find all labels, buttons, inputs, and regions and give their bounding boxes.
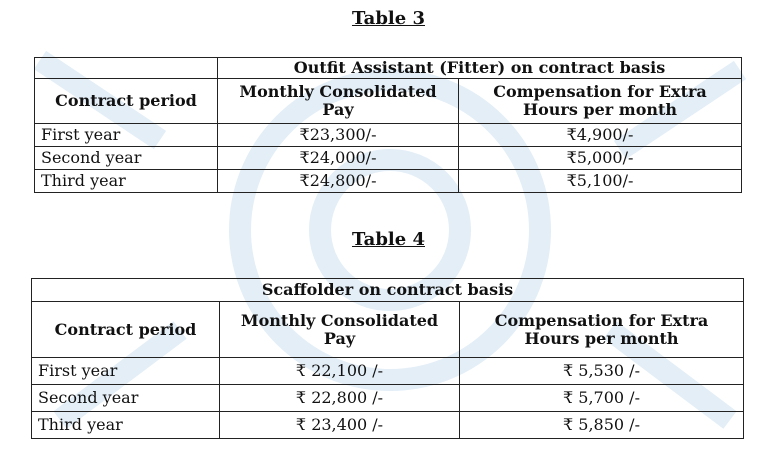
extra-hours-compensation: ₹ 5,850 /-: [460, 412, 744, 439]
monthly-pay: ₹24,000/-: [218, 147, 459, 170]
extra-hours-compensation: ₹4,900/-: [459, 124, 742, 147]
extra-hours-compensation: ₹ 5,530 /-: [460, 358, 744, 385]
contract-period: First year: [35, 124, 218, 147]
table-row: [35, 147, 742, 170]
column-header: Monthly Consolidated Pay: [220, 302, 460, 358]
monthly-pay: ₹24,800/-: [218, 170, 459, 193]
table3: [34, 57, 742, 193]
monthly-pay: ₹ 22,800 /-: [220, 385, 460, 412]
column-header: Compensation for Extra Hours per month: [459, 79, 742, 124]
contract-period: First year: [32, 358, 220, 385]
table-row: [32, 385, 744, 412]
table-row: [35, 170, 742, 193]
table4-title: Scaffolder on contract basis: [32, 279, 744, 302]
column-header: Contract period: [35, 79, 218, 124]
extra-hours-compensation: ₹ 5,700 /-: [460, 385, 744, 412]
contract-period: Third year: [35, 170, 218, 193]
monthly-pay: ₹ 23,400 /-: [220, 412, 460, 439]
table3-header-row: [35, 79, 742, 124]
table4-header-row: [32, 302, 744, 358]
column-header: Monthly Consolidated Pay: [218, 79, 459, 124]
table-row: [32, 358, 744, 385]
extra-hours-compensation: ₹5,100/-: [459, 170, 742, 193]
monthly-pay: ₹23,300/-: [218, 124, 459, 147]
column-header: Compensation for Extra Hours per month: [460, 302, 744, 358]
contract-period: Third year: [32, 412, 220, 439]
column-header: Contract period: [32, 302, 220, 358]
contract-period: Second year: [35, 147, 218, 170]
table3-title: Outfit Assistant (Fitter) on contract basis: [218, 58, 742, 79]
extra-hours-compensation: ₹5,000/-: [459, 147, 742, 170]
table4-caption: Table 4: [351, 229, 425, 250]
monthly-pay: ₹ 22,100 /-: [220, 358, 460, 385]
table3-caption: Table 3: [351, 8, 425, 29]
table4: [31, 278, 744, 439]
contract-period: Second year: [32, 385, 220, 412]
table-row: [32, 412, 744, 439]
table-row: [35, 124, 742, 147]
